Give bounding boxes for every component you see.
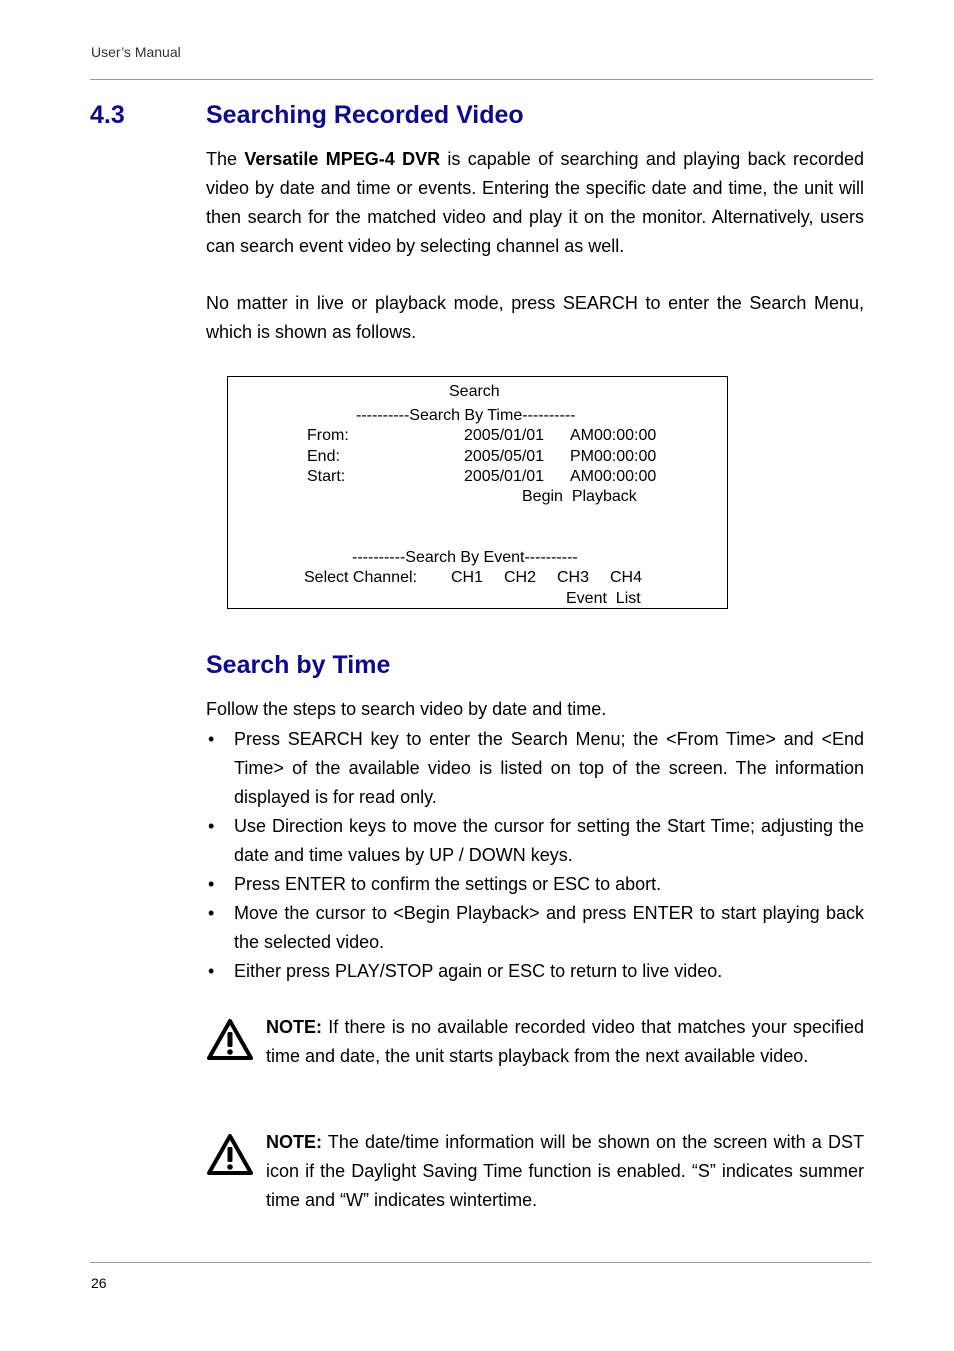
subsection-intro: Follow the steps to search video by date and time. [206, 699, 607, 719]
list-item: • Press SEARCH key to enter the Search Menu; the <From Time> and <End Time> of the available video is listed on top of the screen. The information displayed is for read only. [206, 725, 864, 812]
end-label: End: [307, 448, 340, 465]
list-item: • Either press PLAY/STOP again or ESC to return to live video. [206, 957, 864, 986]
from-date: 2005/01/01 [464, 427, 545, 444]
note-2: NOTE: The date/time information will be shown on the screen with a DST icon if the Daylight Saving Time function is enabled. “S” indicates summer time and “W” indicates wintertime. [266, 1132, 864, 1210]
warning-icon [206, 1133, 254, 1177]
note-label: NOTE: [266, 1017, 322, 1037]
bullet-icon: • [208, 729, 215, 749]
steps-list [206, 725, 864, 986]
running-header: User’s Manual [91, 44, 181, 60]
end-time: PM00:00:00 [570, 448, 657, 465]
bullet-icon: • [208, 903, 215, 923]
event-list-option: Event List [566, 590, 641, 607]
start-date: 2005/01/01 [464, 468, 545, 485]
from-label: From: [307, 427, 349, 444]
channel-ch4: CH4 [610, 569, 643, 586]
section-title: Searching Recorded Video [206, 101, 524, 129]
list-item: • Move the cursor to <Begin Playback> and press ENTER to start playing back the selected video. [206, 899, 864, 957]
page-number: 26 [91, 1275, 107, 1291]
bullet-icon: • [208, 961, 215, 981]
channel-ch3: CH3 [557, 569, 590, 586]
list-item: • Use Direction keys to move the cursor for setting the Start Time; adjusting the date and time values by UP / DOWN keys. [206, 812, 864, 870]
time-section-header: ----------Search By Time---------- [356, 407, 576, 424]
begin-playback-option: Begin Playback [522, 488, 637, 505]
search-menu-screen [227, 376, 728, 609]
from-time: AM00:00:00 [570, 427, 657, 444]
note-label: NOTE: [266, 1132, 322, 1152]
note-1: NOTE: If there is no available recorded video that matches your specified time and date, the unit starts playback from the next available video. [266, 1017, 864, 1066]
screen-title: Search [449, 383, 500, 400]
subsection-title: Search by Time [206, 651, 391, 679]
bullet-icon: • [208, 874, 215, 894]
bullet-icon: • [208, 816, 215, 836]
section-number: 4.3 [90, 101, 125, 129]
channel-ch2: CH2 [504, 569, 537, 586]
start-time: AM00:00:00 [570, 468, 657, 485]
warning-icon [206, 1018, 254, 1062]
footer-rule [90, 1262, 871, 1263]
event-section-header: ----------Search By Event---------- [352, 549, 578, 566]
select-channel-label: Select Channel: [304, 569, 417, 586]
search-instruction-paragraph: No matter in live or playback mode, press SEARCH to enter the Search Menu, which is shown as follows. [206, 293, 864, 342]
start-label: Start: [307, 468, 346, 485]
product-name: Versatile MPEG-4 DVR [244, 149, 441, 169]
header-rule [90, 79, 873, 80]
channel-ch1: CH1 [451, 569, 484, 586]
intro-paragraph: The Versatile MPEG-4 DVR is capable of searching and playing back recorded video by date and time or events. Entering the specific date and time, the unit will then search for the matched video and play it on the monitor. Alternatively, users can search event video by selecting channel as well. [206, 149, 864, 256]
end-date: 2005/05/01 [464, 448, 545, 465]
list-item: • Press ENTER to confirm the settings or ESC to abort. [206, 870, 864, 899]
